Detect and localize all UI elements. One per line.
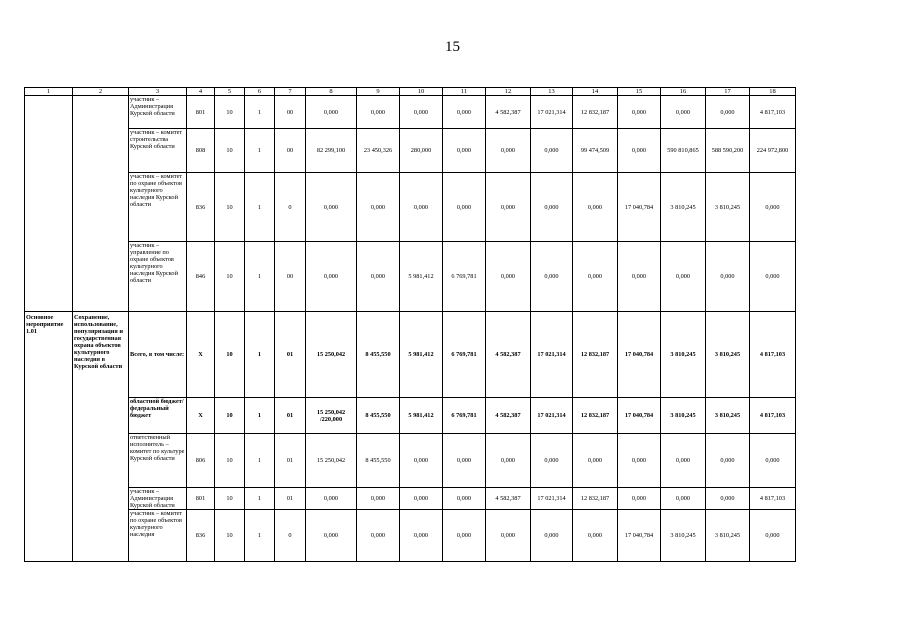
cell-c5: 10 (215, 434, 245, 488)
cell-c6: 1 (245, 129, 275, 173)
participant-name: участник – управление по охране объектов культурного наследия Курской области (129, 242, 187, 312)
cell-c12: 4 582,387 (486, 96, 531, 129)
cell-c10: 0,000 (400, 173, 443, 242)
table-row (25, 488, 796, 510)
cell-c13: 0,000 (531, 510, 573, 562)
cell-c17: 3 810,245 (706, 312, 750, 398)
cell-c18: 4 817,103 (750, 488, 796, 510)
cell-c4: 801 (187, 96, 215, 129)
column-number: 10 (400, 88, 443, 96)
cell-c13: 0,000 (531, 434, 573, 488)
cell-c18: 0,000 (750, 242, 796, 312)
cell-c11: 0,000 (443, 129, 486, 173)
column-number: 18 (750, 88, 796, 96)
cell-c9: 0,000 (357, 96, 400, 129)
cell-c11: 0,000 (443, 96, 486, 129)
cell-c6: 1 (245, 312, 275, 398)
column-number: 15 (618, 88, 661, 96)
cell-c16: 0,000 (661, 242, 706, 312)
page-number: 15 (445, 39, 460, 55)
cell-c5: 10 (215, 398, 245, 434)
cell-c10: 5 981,412 (400, 312, 443, 398)
cell-c16: 3 810,245 (661, 510, 706, 562)
cell-c12: 4 582,387 (486, 488, 531, 510)
cell-c12: 0,000 (486, 242, 531, 312)
cell-c14: 0,000 (573, 242, 618, 312)
cell-c4: X (187, 398, 215, 434)
cell-c6: 1 (245, 242, 275, 312)
cell-c4: 836 (187, 173, 215, 242)
column-number: 9 (357, 88, 400, 96)
cell-c18: 4 817,103 (750, 398, 796, 434)
cell-c15: 0,000 (618, 96, 661, 129)
cell-c18: 0,000 (750, 434, 796, 488)
cell-c6: 1 (245, 510, 275, 562)
cell-c8: 0,000 (306, 488, 357, 510)
table-row (25, 242, 796, 312)
cell-c8: 15 250,042 (306, 434, 357, 488)
participant-name: ответственный исполнитель – комитет по культуре Курской области (129, 434, 187, 488)
cell-c12: 0,000 (486, 510, 531, 562)
column-number: 6 (245, 88, 275, 96)
column-number: 4 (187, 88, 215, 96)
cell-c6: 1 (245, 488, 275, 510)
cell-c15: 17 040,784 (618, 510, 661, 562)
column-number: 16 (661, 88, 706, 96)
cell-c14: 12 832,187 (573, 398, 618, 434)
cell-c8: 0,000 (306, 510, 357, 562)
table-row (25, 510, 796, 562)
cell-c16: 3 810,245 (661, 312, 706, 398)
cell-c7: 01 (275, 434, 306, 488)
column-number: 2 (73, 88, 129, 96)
event-description: Сохранение, использование, популяризация и государственная охрана объектов культурного наследия в Курской области (73, 312, 129, 562)
cell-c16: 0,000 (661, 434, 706, 488)
cell-c13: 0,000 (531, 242, 573, 312)
participant-name: участник – комитет строительства Курской области (129, 129, 187, 173)
participant-name: участник – Администрация Курской области (129, 488, 187, 510)
cell-c11: 6 769,781 (443, 398, 486, 434)
cell-c7: 01 (275, 398, 306, 434)
cell-c9: 8 455,550 (357, 312, 400, 398)
cell-c12: 4 582,387 (486, 312, 531, 398)
cell-c7: 0 (275, 173, 306, 242)
column-number: 14 (573, 88, 618, 96)
column-number: 13 (531, 88, 573, 96)
cell-c14: 0,000 (573, 173, 618, 242)
column-number: 12 (486, 88, 531, 96)
cell-c18: 224 972,800 (750, 129, 796, 173)
cell-c17: 3 810,245 (706, 173, 750, 242)
column-number: 1 (25, 88, 73, 96)
cell-c11: 0,000 (443, 173, 486, 242)
cell-c17: 3 810,245 (706, 510, 750, 562)
cell-c9: 0,000 (357, 173, 400, 242)
cell-c6: 1 (245, 173, 275, 242)
cell-c15: 0,000 (618, 242, 661, 312)
cell-c7: 0 (275, 510, 306, 562)
cell-c11: 0,000 (443, 510, 486, 562)
cell-c9: 8 455,550 (357, 434, 400, 488)
cell-c12: 0,000 (486, 129, 531, 173)
participant-name: областной бюджет/ федеральный бюджет (129, 398, 187, 434)
cell-c17: 0,000 (706, 242, 750, 312)
cell-c14: 0,000 (573, 510, 618, 562)
cell-c15: 0,000 (618, 488, 661, 510)
cell-c13: 0,000 (531, 129, 573, 173)
cell-c10: 0,000 (400, 434, 443, 488)
cell-c7: 00 (275, 96, 306, 129)
cell-c18: 0,000 (750, 510, 796, 562)
cell-c16: 3 810,245 (661, 173, 706, 242)
cell-c11: 0,000 (443, 434, 486, 488)
cell-c5: 10 (215, 96, 245, 129)
participant-name: участник – Администрация Курской области (129, 96, 187, 129)
cell-c5: 10 (215, 312, 245, 398)
cell-c7: 01 (275, 488, 306, 510)
column-number: 3 (129, 88, 187, 96)
empty-cell (25, 96, 73, 312)
cell-c9: 0,000 (357, 488, 400, 510)
cell-c8: 0,000 (306, 173, 357, 242)
cell-c13: 17 021,314 (531, 398, 573, 434)
cell-c14: 0,000 (573, 434, 618, 488)
cell-c16: 590 810,865 (661, 129, 706, 173)
cell-c10: 0,000 (400, 510, 443, 562)
cell-c18: 4 817,103 (750, 312, 796, 398)
participant-name: Всего, в том числе: (129, 312, 187, 398)
cell-c17: 588 590,200 (706, 129, 750, 173)
cell-c5: 10 (215, 510, 245, 562)
cell-c10: 0,000 (400, 96, 443, 129)
cell-c16: 0,000 (661, 96, 706, 129)
cell-c10: 280,000 (400, 129, 443, 173)
cell-c16: 3 810,245 (661, 398, 706, 434)
cell-c15: 17 040,784 (618, 312, 661, 398)
table-row (25, 434, 796, 488)
cell-c15: 0,000 (618, 434, 661, 488)
column-number: 7 (275, 88, 306, 96)
cell-c4: 846 (187, 242, 215, 312)
cell-c10: 0,000 (400, 488, 443, 510)
empty-cell (73, 96, 129, 312)
cell-c13: 0,000 (531, 173, 573, 242)
cell-c8: 15 250,042 (306, 312, 357, 398)
column-number: 8 (306, 88, 357, 96)
cell-c11: 6 769,781 (443, 312, 486, 398)
cell-c10: 5 981,412 (400, 398, 443, 434)
cell-c11: 0,000 (443, 488, 486, 510)
cell-c17: 0,000 (706, 434, 750, 488)
cell-c18: 4 817,103 (750, 96, 796, 129)
cell-c7: 00 (275, 129, 306, 173)
cell-c6: 1 (245, 398, 275, 434)
budget-table (24, 87, 796, 562)
cell-c9: 8 455,550 (357, 398, 400, 434)
cell-c7: 01 (275, 312, 306, 398)
cell-c5: 10 (215, 488, 245, 510)
cell-c4: 808 (187, 129, 215, 173)
table-row (25, 398, 796, 434)
cell-c12: 0,000 (486, 434, 531, 488)
cell-c15: 17 040,784 (618, 173, 661, 242)
cell-c4: 836 (187, 510, 215, 562)
column-number-row (25, 88, 796, 96)
cell-c6: 1 (245, 434, 275, 488)
cell-c4: 801 (187, 488, 215, 510)
cell-c14: 12 832,187 (573, 312, 618, 398)
cell-c18: 0,000 (750, 173, 796, 242)
cell-c16: 0,000 (661, 488, 706, 510)
cell-c17: 0,000 (706, 96, 750, 129)
cell-c14: 12 832,187 (573, 96, 618, 129)
participant-name: участник – комитет по охране объектов культурного наследия Курской области (129, 173, 187, 242)
cell-c12: 4 582,387 (486, 398, 531, 434)
cell-c5: 10 (215, 129, 245, 173)
cell-c17: 3 810,245 (706, 398, 750, 434)
cell-c14: 12 832,187 (573, 488, 618, 510)
cell-c13: 17 021,314 (531, 96, 573, 129)
cell-c9: 0,000 (357, 242, 400, 312)
cell-c4: X (187, 312, 215, 398)
table-row (25, 96, 796, 129)
event-name: Основное мероприятие 1.01 (25, 312, 73, 562)
table-row (25, 173, 796, 242)
column-number: 5 (215, 88, 245, 96)
cell-c12: 0,000 (486, 173, 531, 242)
cell-c17: 0,000 (706, 488, 750, 510)
column-number: 11 (443, 88, 486, 96)
column-number: 17 (706, 88, 750, 96)
cell-c13: 17 021,314 (531, 312, 573, 398)
cell-c9: 23 450,326 (357, 129, 400, 173)
cell-c5: 10 (215, 173, 245, 242)
cell-c15: 0,000 (618, 129, 661, 173)
cell-c7: 00 (275, 242, 306, 312)
cell-c8: 0,000 (306, 242, 357, 312)
participant-name: участник – комитет по охране объектов культурного наследия (129, 510, 187, 562)
cell-c10: 5 981,412 (400, 242, 443, 312)
cell-c11: 6 769,781 (443, 242, 486, 312)
cell-c9: 0,000 (357, 510, 400, 562)
cell-c5: 10 (215, 242, 245, 312)
cell-c4: 806 (187, 434, 215, 488)
cell-c15: 17 040,784 (618, 398, 661, 434)
cell-c14: 99 474,509 (573, 129, 618, 173)
cell-c8: 15 250,042 /220,000 (306, 398, 357, 434)
cell-c8: 0,000 (306, 96, 357, 129)
cell-c6: 1 (245, 96, 275, 129)
table-row (25, 129, 796, 173)
cell-c13: 17 021,314 (531, 488, 573, 510)
cell-c8: 82 299,100 (306, 129, 357, 173)
table-row (25, 312, 796, 398)
